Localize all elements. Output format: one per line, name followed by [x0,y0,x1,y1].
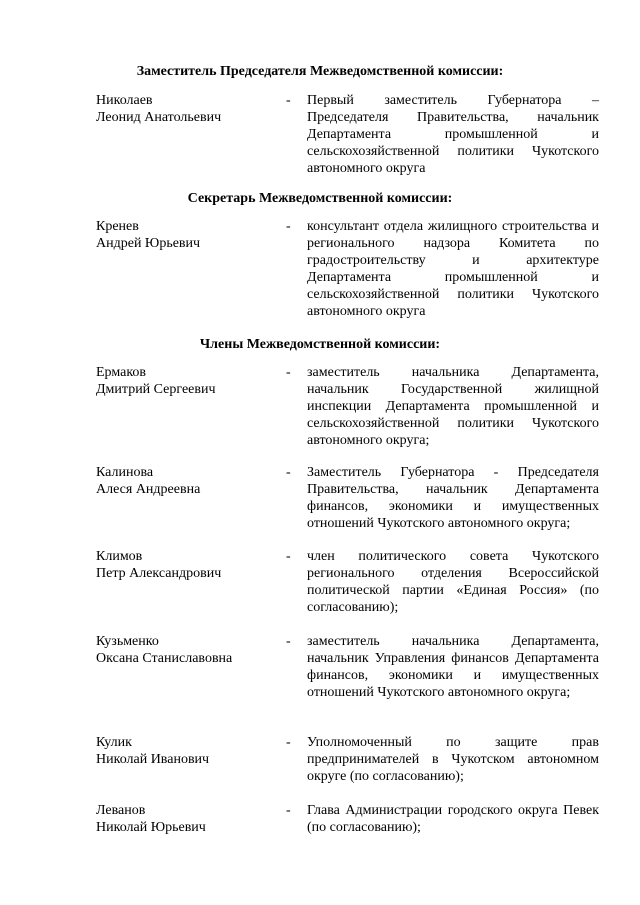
member-given-name: Дмитрий Сергеевич [96,382,216,397]
member-given-name: Оксана Станиславовна [96,651,233,666]
member-role: Первый заместитель Губернатора – Председателя Правительства, начальник Департамента промышленной и сельскохозяйственной политики Чукотского автономного округа [307,93,599,176]
dash-separator: - [286,803,291,818]
member-given-name: Андрей Юрьевич [96,236,201,251]
member-name [96,464,276,498]
member-surname: Климов [96,549,143,564]
member-name [96,734,276,768]
member-surname: Николаев [96,93,153,108]
heading-secretary: Секретарь Межведомственной комиссии: [187,191,453,206]
dash-separator: - [286,365,291,380]
member-role: Глава Администрации городского округа Певек (по согласованию); [307,803,599,835]
member-role: заместитель начальника Департамента, начальник Государственной жилищной инспекции Департамента промышленной и сельскохозяйственной политики Чукотского автономного округа; [307,365,599,448]
member-name [96,802,276,836]
member-given-name: Николай Иванович [96,752,210,767]
member-name [96,92,276,126]
dash-separator: - [286,634,291,649]
member-given-name: Леонид Анатольевич [96,110,222,125]
member-surname: Леванов [96,803,146,818]
member-role: консультант отдела жилищного строительства и регионального надзора Комитета по градостроительству и архитектуре Департамента промышленной и сельскохозяйственной политики Чукотского автономного округа [307,219,599,319]
member-surname: Калинова [96,465,154,480]
member-surname: Ермаков [96,365,147,380]
member-name [96,548,276,582]
member-role: заместитель начальника Департамента, начальник Управления финансов Департамента финансов, экономики и имущественных отношений Чукотского автономного округа; [307,634,599,700]
member-given-name: Николай Юрьевич [96,820,206,835]
dash-separator: - [286,735,291,750]
heading-deputy-chair: Заместитель Председателя Межведомственной комиссии: [136,64,504,79]
member-name [96,364,276,398]
member-surname: Кренев [96,219,139,234]
member-role: Заместитель Губернатора - Председателя Правительства, начальник Департамента финансов, экономики и имущественных отношений Чукотского автономного округа; [307,465,599,531]
dash-separator: - [286,549,291,564]
member-name [96,633,276,667]
member-role: Уполномоченный по защите прав предпринимателей в Чукотском автономном округе (по согласованию); [307,735,599,784]
member-name [96,218,276,252]
member-surname: Кузьменко [96,634,159,649]
dash-separator: - [286,465,291,480]
heading-members: Члены Межведомственной комиссии: [199,337,441,352]
member-role: член политического совета Чукотского регионального отделения Всероссийской политической партии «Единая Россия» (по согласованию); [307,549,599,615]
member-given-name: Алеся Андреевна [96,482,201,497]
dash-separator: - [286,219,291,234]
member-given-name: Петр Александрович [96,566,222,581]
dash-separator: - [286,93,291,108]
member-surname: Кулик [96,735,132,750]
